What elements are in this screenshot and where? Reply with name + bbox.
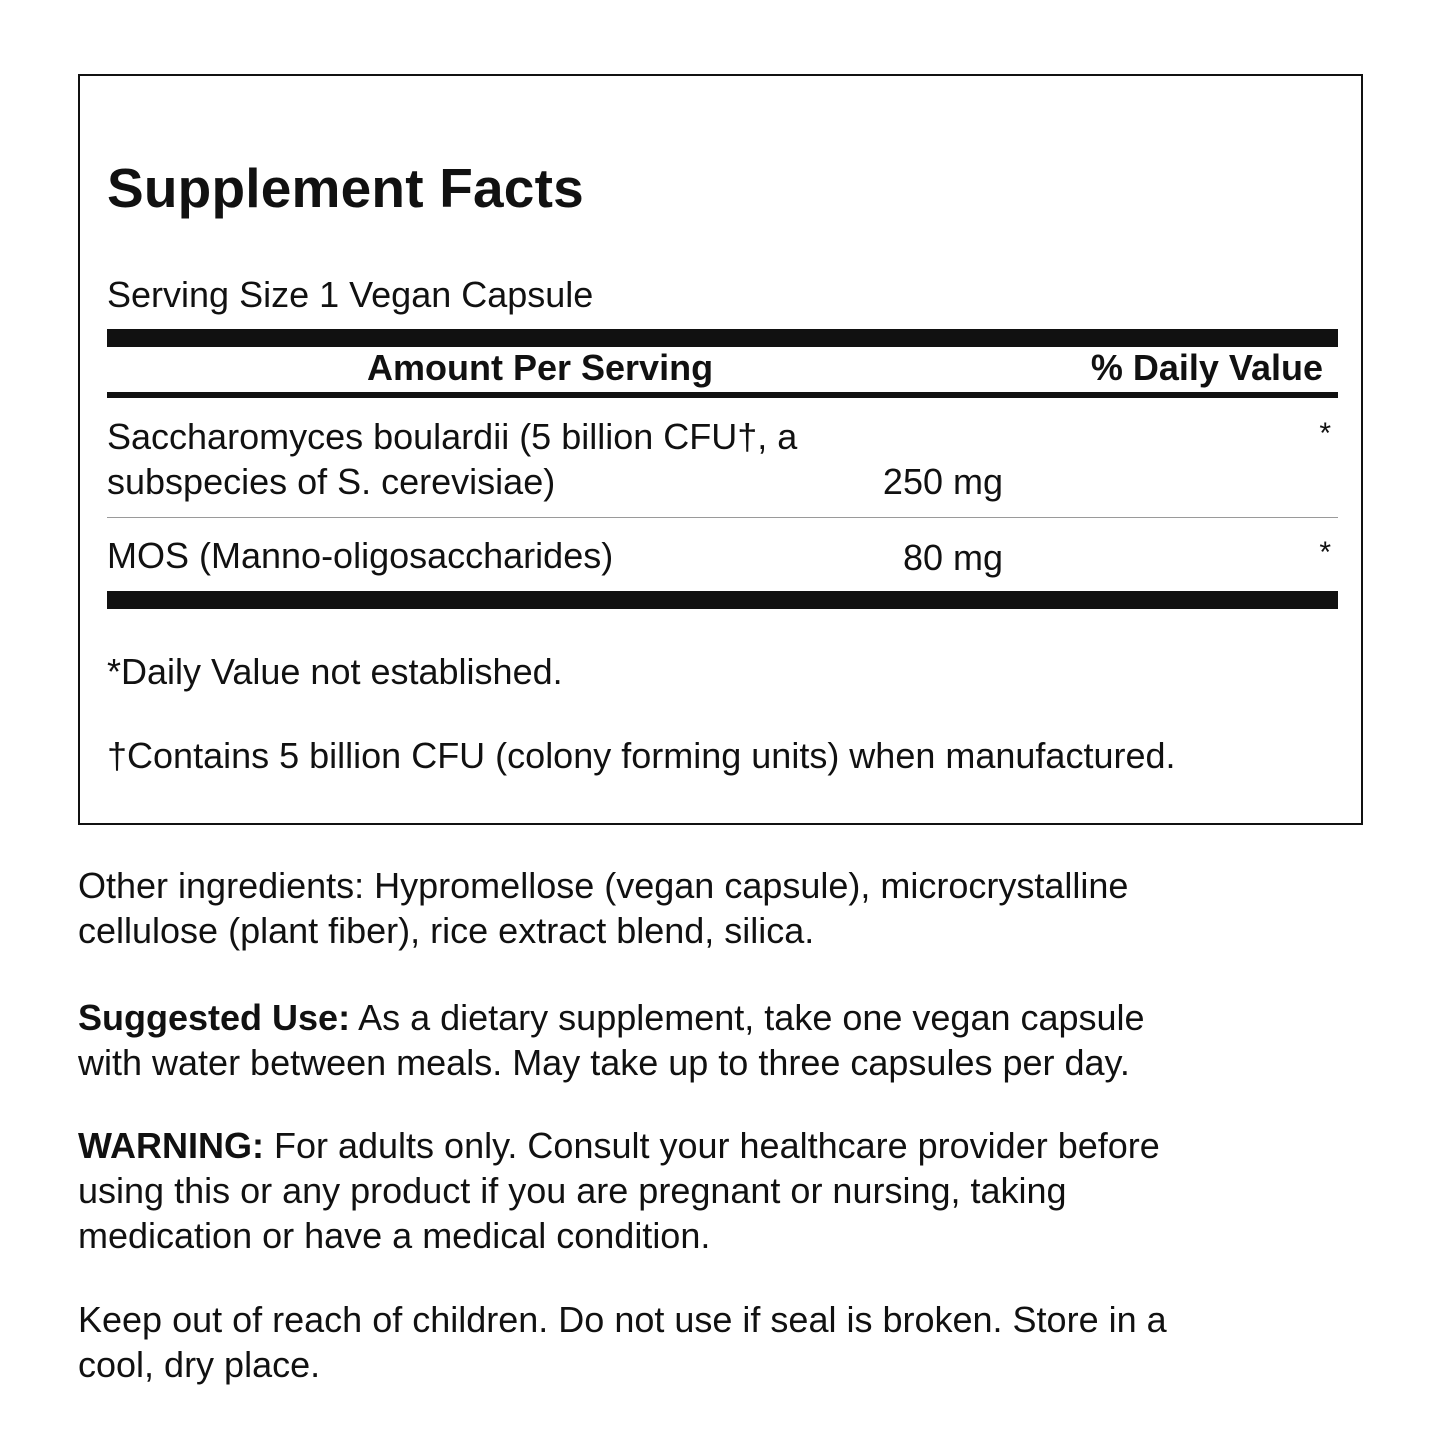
text-line: Keep out of reach of children. Do not use if seal is broken. Store in a [78,1299,1167,1340]
column-header-amount: Amount Per Serving [367,347,714,388]
ingredient-amount: 80 mg [902,537,1003,578]
column-header-daily-value: % Daily Value [1090,347,1323,388]
text-line [78,995,1338,1040]
text-line: with water between meals. May take up to three capsules per day. [78,1042,1130,1083]
serving-size: Serving Size 1 Vegan Capsule [107,274,594,315]
supplement-facts-panel [78,74,1363,825]
text-line: medication or have a medical condition. [78,1215,711,1256]
ingredient-name: MOS (Manno-oligosaccharides) [107,535,614,576]
suggested-use-text: As a dietary supplement, take one vegan capsule [350,997,1145,1038]
ingredient-name-line: Saccharomyces boulardii (5 billion CFU†, a [107,416,798,457]
warning [78,1123,1338,1258]
ingredient-amount: 250 mg [882,461,1003,502]
footnote-daily-value: *Daily Value not established. [107,651,563,692]
other-ingredients [78,863,1338,953]
text-line [78,1123,1338,1168]
text-line: Other ingredients: Hypromellose (vegan capsule), microcrystalline [78,865,1129,906]
ingredient-name-line: subspecies of S. cerevisiae) [107,461,556,502]
divider-thick-top [107,329,1338,347]
ingredient-daily-value: * [1319,417,1331,450]
suggested-use-label: Suggested Use: [78,997,351,1038]
divider-row [107,517,1338,518]
ingredient-daily-value: * [1319,536,1331,569]
footnote-cfu: †Contains 5 billion CFU (colony forming units) when manufactured. [107,735,1176,776]
divider-thick-bottom [107,591,1338,609]
text-line: using this or any product if you are pregnant or nursing, taking [78,1170,1067,1211]
storage-instructions [78,1297,1338,1387]
suggested-use [78,995,1338,1085]
text-line: cool, dry place. [78,1344,321,1385]
warning-text: For adults only. Consult your healthcare provider before [263,1125,1160,1166]
facts-title: Supplement Facts [107,157,584,219]
divider-header [107,392,1338,398]
text-line: cellulose (plant fiber), rice extract blend, silica. [78,910,815,951]
warning-label: WARNING: [78,1125,264,1166]
